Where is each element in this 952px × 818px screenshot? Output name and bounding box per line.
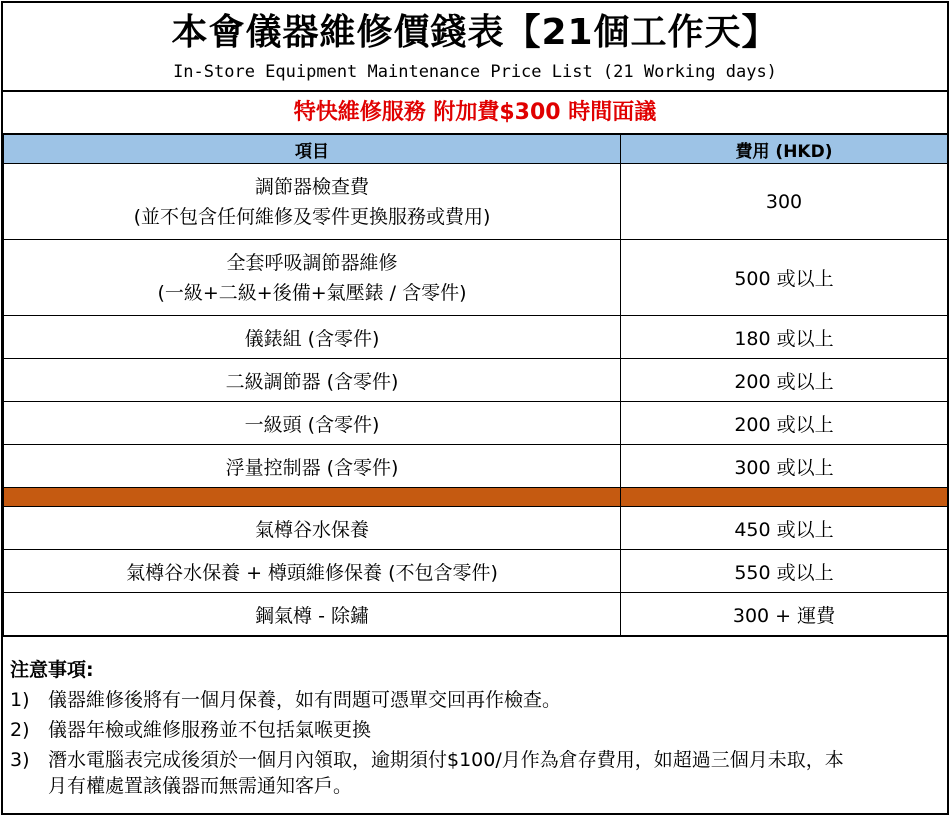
item-cell: 二級調節器 (含零件) <box>4 359 621 402</box>
note-text: 儀器維修後將有一個月保養，如有問題可憑單交回再作檢查。 <box>48 689 562 711</box>
table-row <box>4 445 948 488</box>
note-number: 1) <box>10 689 30 711</box>
item-cell: 鋼氣樽 - 除鏽 <box>4 593 621 636</box>
note-item <box>10 687 562 713</box>
express-service-notice: 特快維修服務 附加費$300 時間面議 <box>3 92 947 134</box>
note-number: 3) <box>10 749 30 771</box>
fee-cell: 180 或以上 <box>621 316 948 359</box>
fee-cell: 200 或以上 <box>621 359 948 402</box>
table-row <box>4 240 948 316</box>
page-title: 本會儀器維修價錢表【21個工作天】 <box>171 12 779 53</box>
table-row <box>4 164 948 240</box>
note-text: 儀器年檢或維修服務並不包括氣喉更換 <box>48 719 372 741</box>
notes-section <box>3 635 947 815</box>
item-note: (並不包含任何維修及零件更換服務或費用) <box>133 205 491 228</box>
separator-cell <box>621 488 948 507</box>
item-cell <box>4 164 621 240</box>
item-cell: 浮量控制器 (含零件) <box>4 445 621 488</box>
fee-cell: 550 或以上 <box>621 550 948 593</box>
title-block <box>3 3 947 92</box>
table-row <box>4 316 948 359</box>
note-item <box>10 747 844 797</box>
fee-cell: 300 或以上 <box>621 445 948 488</box>
note-item <box>10 717 372 743</box>
separator-cell <box>4 488 621 507</box>
page-subtitle: In-Store Equipment Maintenance Price List (21 Working days) <box>173 62 777 82</box>
table-row <box>4 550 948 593</box>
note-text: 潛水電腦表完成後須於一個月內領取，逾期須付$100/月作為倉存費用，如超過三個月未取，本月有權處置該儀器而無需通知客戶。 <box>48 749 844 797</box>
item-cell: 氣樽谷水保養 + 樽頭維修保養 (不包含零件) <box>4 550 621 593</box>
fee-cell: 450 或以上 <box>621 507 948 550</box>
item-name: 調節器檢查費 <box>254 175 369 198</box>
column-header-fee: 費用 (HKD) <box>621 135 948 164</box>
column-header-item: 項目 <box>4 135 621 164</box>
notes-title: 注意事項: <box>10 659 94 681</box>
table-row <box>4 402 948 445</box>
item-cell: 氣樽谷水保養 <box>4 507 621 550</box>
item-note: (一級+二級+後備+氣壓錶 / 含零件) <box>157 281 467 304</box>
table-row <box>4 359 948 402</box>
item-cell <box>4 240 621 316</box>
price-list-sheet <box>1 1 949 815</box>
price-table <box>3 134 948 636</box>
item-cell: 儀錶組 (含零件) <box>4 316 621 359</box>
note-number: 2) <box>10 719 30 741</box>
table-row <box>4 593 948 636</box>
fee-cell: 500 或以上 <box>621 240 948 316</box>
table-row <box>4 507 948 550</box>
item-name: 全套呼吸調節器維修 <box>226 251 398 274</box>
fee-cell: 300 <box>621 164 948 240</box>
table-header-row <box>4 135 948 164</box>
section-separator-row <box>4 488 948 507</box>
fee-cell: 300 + 運費 <box>621 593 948 636</box>
fee-cell: 200 或以上 <box>621 402 948 445</box>
item-cell: 一級頭 (含零件) <box>4 402 621 445</box>
